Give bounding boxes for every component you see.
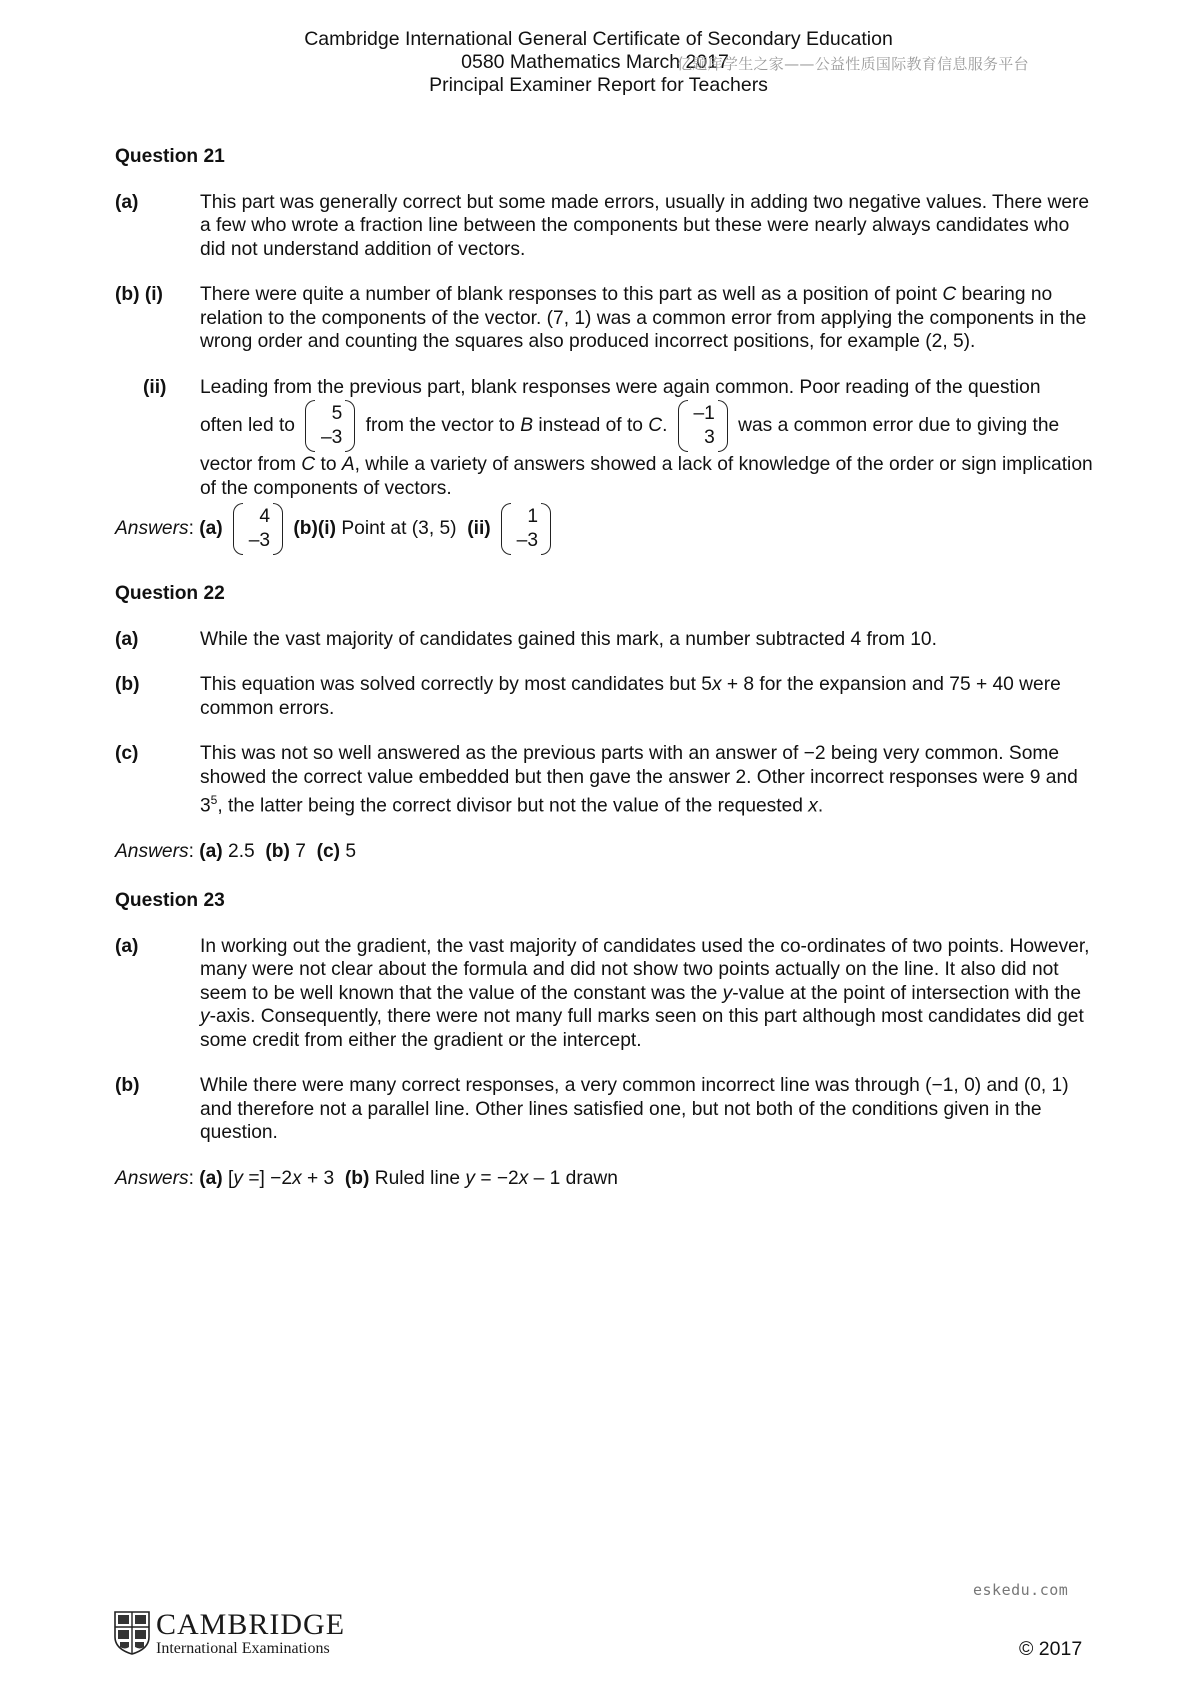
question-22-title: Question 22 (115, 583, 225, 604)
part-label: (b) (115, 674, 140, 695)
part-text: There were quite a number of blank responses to this part as well as a position of point C bearing no relation to the components of the vector. (7, 1) was a common error from applying the components in the wrong order and counting the squares also produced incorrect positions, for example (2, 5). (200, 284, 1087, 352)
q23-answers: Answers: (a) [y =] −2x + 3 (b) Ruled line y = −2x – 1 drawn (115, 1167, 618, 1189)
part-label: (c) (115, 743, 139, 764)
logo-wordmark: CAMBRIDGE (156, 1608, 346, 1641)
part-text: Leading from the previous part, blank responses were again common. Poor reading of the question often led to 5 –3 from the vector to B instead of to C. –1 3 was a common error due to giving the vector from C to A, while a variety of answers showed a lack of knowledge of the order or sign implication of the components of vectors. (200, 376, 1093, 499)
footer-site-text: eskedu.com (973, 1581, 1069, 1599)
column-vector: 1 –3 (501, 503, 551, 555)
question-23-title: Question 23 (115, 890, 225, 912)
header-line-1: Cambridge International General Certificate of Secondary Education (304, 28, 893, 50)
q22-part-c (115, 742, 1095, 818)
header-line-3: Principal Examiner Report for Teachers (429, 74, 768, 96)
question-21-title: Question 21 (115, 146, 225, 167)
part-text: While there were many correct responses, a very common incorrect line was through (−1, 0) and (0, 1) and therefore not a parallel line. Other lines satisfied one, but not both of the conditions given in the question. (200, 1075, 1069, 1144)
part-label: (b) (i) (115, 284, 163, 305)
part-text: In working out the gradient, the vast majority of candidates used the co-ordinates of two points. However, many were not clear about the formula and did not show two points actually on the line. It also did not seem to be well known that the value of the constant was the y-value at the point of intersection with the y-axis. Consequently, there were not many full marks seen on this part although most candidates did get some credit from either the gradient or the intercept. (200, 935, 1090, 1051)
copyright-text: © 2017 (1019, 1638, 1083, 1660)
part-label: (a) (115, 935, 139, 957)
column-vector: 5 –3 (305, 400, 355, 452)
part-label: (b) (115, 1075, 140, 1097)
column-vector: 4 –3 (233, 503, 283, 555)
part-text: While the vast majority of candidates gained this mark, a number subtracted 4 from 10. (200, 628, 937, 650)
q22-part-b (115, 673, 1095, 720)
q21-answers: Answers: (a) 4 –3 (b)(i) Point at (3, 5) (ii) 1 –3 (115, 502, 1095, 556)
q23-part-a (115, 935, 1095, 1053)
q21-part-b-i (115, 283, 1095, 354)
part-text: This was not so well answered as the previous parts with an answer of −2 being very common. Some showed the correct value embedded but then gave the answer 2. Other incorrect responses were 9 and $3^5$, the latter being the correct divisor but not the value of the requested x. (200, 743, 1078, 817)
column-vector: –1 3 (678, 400, 728, 452)
q22-answers: Answers: (a) 2.5 (b) 7 (c) 5 (115, 840, 357, 862)
q21-part-a (115, 191, 1095, 262)
report-body (115, 145, 1095, 1190)
part-label: (ii) (143, 376, 167, 398)
part-text: This part was generally correct but some made errors, usually in adding two negative values. There were a few who wrote a fraction line between the components but these were nearly always candidates who did not understand addition of vectors. (200, 191, 1090, 260)
part-label: (a) (115, 628, 139, 650)
q21-part-b-ii (115, 376, 1095, 501)
part-text: This equation was solved correctly by most candidates but 5x + 8 for the expansion and 75 + 40 were common errors. (200, 674, 1061, 719)
part-label: (a) (115, 191, 139, 213)
watermark-text: 亿题库学生之家——公益性质国际教育信息服务平台 (677, 55, 1029, 73)
logo-subtitle: International Examinations (156, 1640, 330, 1657)
cambridge-logo (114, 1608, 346, 1659)
cambridge-shield-icon (114, 1611, 150, 1655)
header-line-2: 0580 Mathematics March 2017 (461, 51, 729, 73)
q23-part-b (115, 1074, 1095, 1145)
q22-part-a (115, 628, 1095, 652)
